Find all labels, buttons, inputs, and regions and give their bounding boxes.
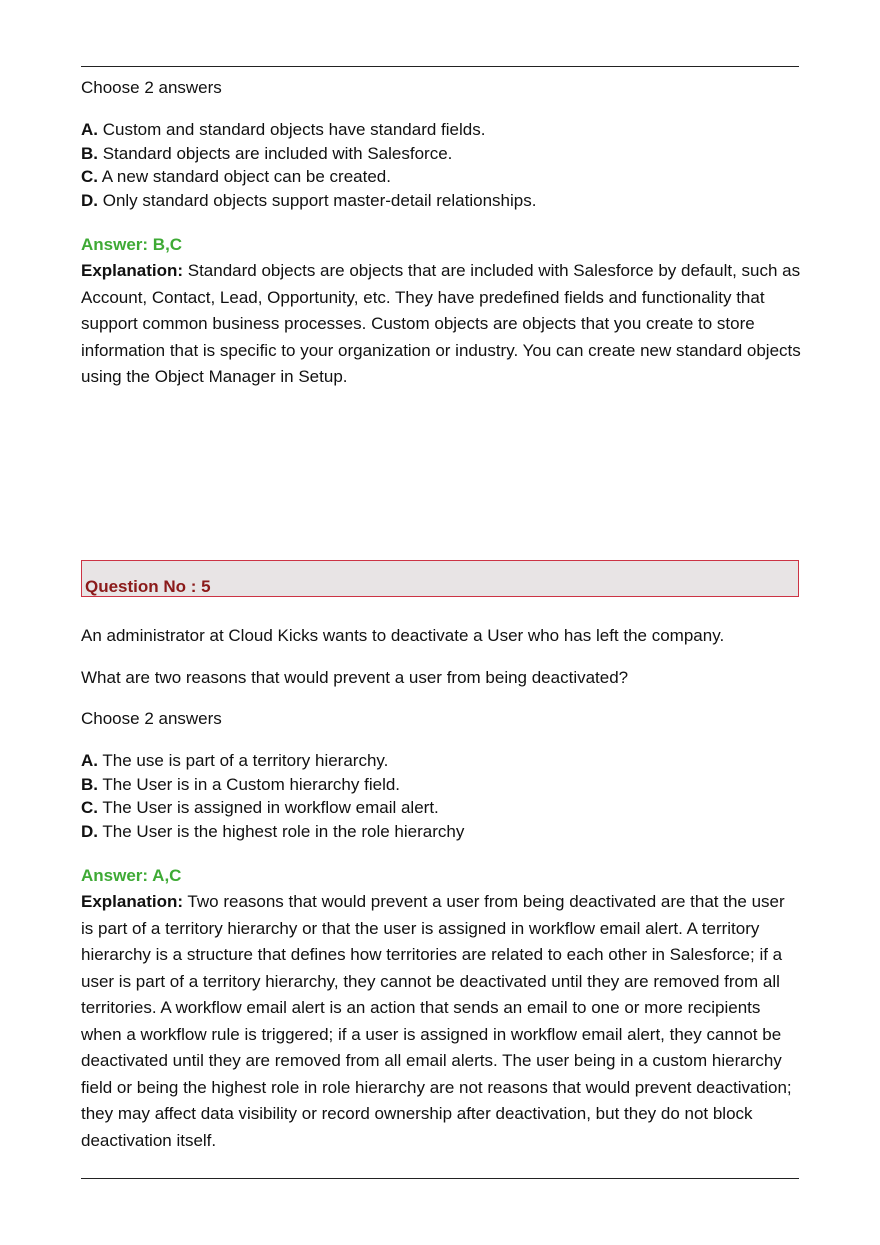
q4-option-d-text: Only standard objects support master-detail relationships. bbox=[98, 191, 537, 210]
q5-option-b-text: The User is in a Custom hierarchy field. bbox=[98, 775, 401, 794]
bottom-rule bbox=[81, 1178, 799, 1179]
q5-explanation-label: Explanation: bbox=[81, 892, 184, 911]
q5-option-b-letter: B. bbox=[81, 775, 98, 794]
q4-option-d bbox=[81, 191, 536, 211]
q5-prompt-1: An administrator at Cloud Kicks wants to deactivate a User who has left the company. bbox=[81, 626, 725, 645]
q4-explanation-text: Standard objects are objects that are included with Salesforce by default, such as Account, Contact, Lead, Opportunity, etc. They have predefined fields and functionality that support common business processes. Custom objects are objects that you create to store information that is specific to your organization or industry. You can create new standard objects using the Object Manager in Setup. bbox=[81, 261, 801, 386]
q5-option-a-text: The use is part of a territory hierarchy. bbox=[98, 751, 389, 770]
q4-option-d-letter: D. bbox=[81, 191, 98, 210]
q4-option-b bbox=[81, 144, 452, 164]
q5-prompt-2: What are two reasons that would prevent a user from being deactivated? bbox=[81, 668, 629, 687]
q4-option-a-text: Custom and standard objects have standard fields. bbox=[98, 120, 486, 139]
q5-option-d-text: The User is the highest role in the role hierarchy bbox=[98, 822, 465, 841]
question-title: Question No : 5 bbox=[85, 577, 211, 596]
q5-option-c-letter: C. bbox=[81, 798, 98, 817]
question-header-box bbox=[81, 560, 799, 597]
q4-answer: Answer: B,C bbox=[81, 235, 183, 254]
q5-option-a-letter: A. bbox=[81, 751, 98, 770]
q5-answer: Answer: A,C bbox=[81, 866, 182, 885]
q5-option-d bbox=[81, 822, 464, 842]
q5-option-b bbox=[81, 775, 400, 795]
q5-option-c-text: The User is assigned in workflow email alert. bbox=[98, 798, 439, 817]
q4-option-c-letter: C. bbox=[81, 167, 98, 186]
q4-option-c-text: A new standard object can be created. bbox=[98, 167, 391, 186]
q4-option-c bbox=[81, 167, 391, 187]
q4-choose-instruction: Choose 2 answers bbox=[81, 78, 222, 97]
q5-choose-instruction: Choose 2 answers bbox=[81, 709, 222, 728]
q4-option-a-letter: A. bbox=[81, 120, 98, 139]
q5-explanation bbox=[81, 889, 801, 1154]
q5-option-c bbox=[81, 798, 439, 818]
q4-explanation-label: Explanation: bbox=[81, 261, 184, 280]
q4-option-a bbox=[81, 120, 485, 140]
q5-explanation-text: Two reasons that would prevent a user from being deactivated are that the user is part of a territory hierarchy or that the user is assigned in workflow email alert. A territory hierarchy is a structure that defines how territories are related to each other in Salesforce; if a user is part of a territory hierarchy, they cannot be deactivated until they are removed from all territories. A workflow email alert is an action that sends an email to one or more recipients when a workflow rule is triggered; if a user is assigned in workflow email alert, they cannot be deactivated until they are removed from all email alerts. The user being in a custom hierarchy field or being the highest role in role hierarchy are not reasons that would prevent deactivation; they may affect data visibility or record ownership after deactivation, but they do not block deactivation itself. bbox=[81, 892, 792, 1150]
q5-option-d-letter: D. bbox=[81, 822, 98, 841]
q4-option-b-text: Standard objects are included with Salesforce. bbox=[98, 144, 453, 163]
q5-option-a bbox=[81, 751, 388, 771]
top-rule bbox=[81, 66, 799, 67]
q4-explanation bbox=[81, 258, 801, 391]
q4-option-b-letter: B. bbox=[81, 144, 98, 163]
